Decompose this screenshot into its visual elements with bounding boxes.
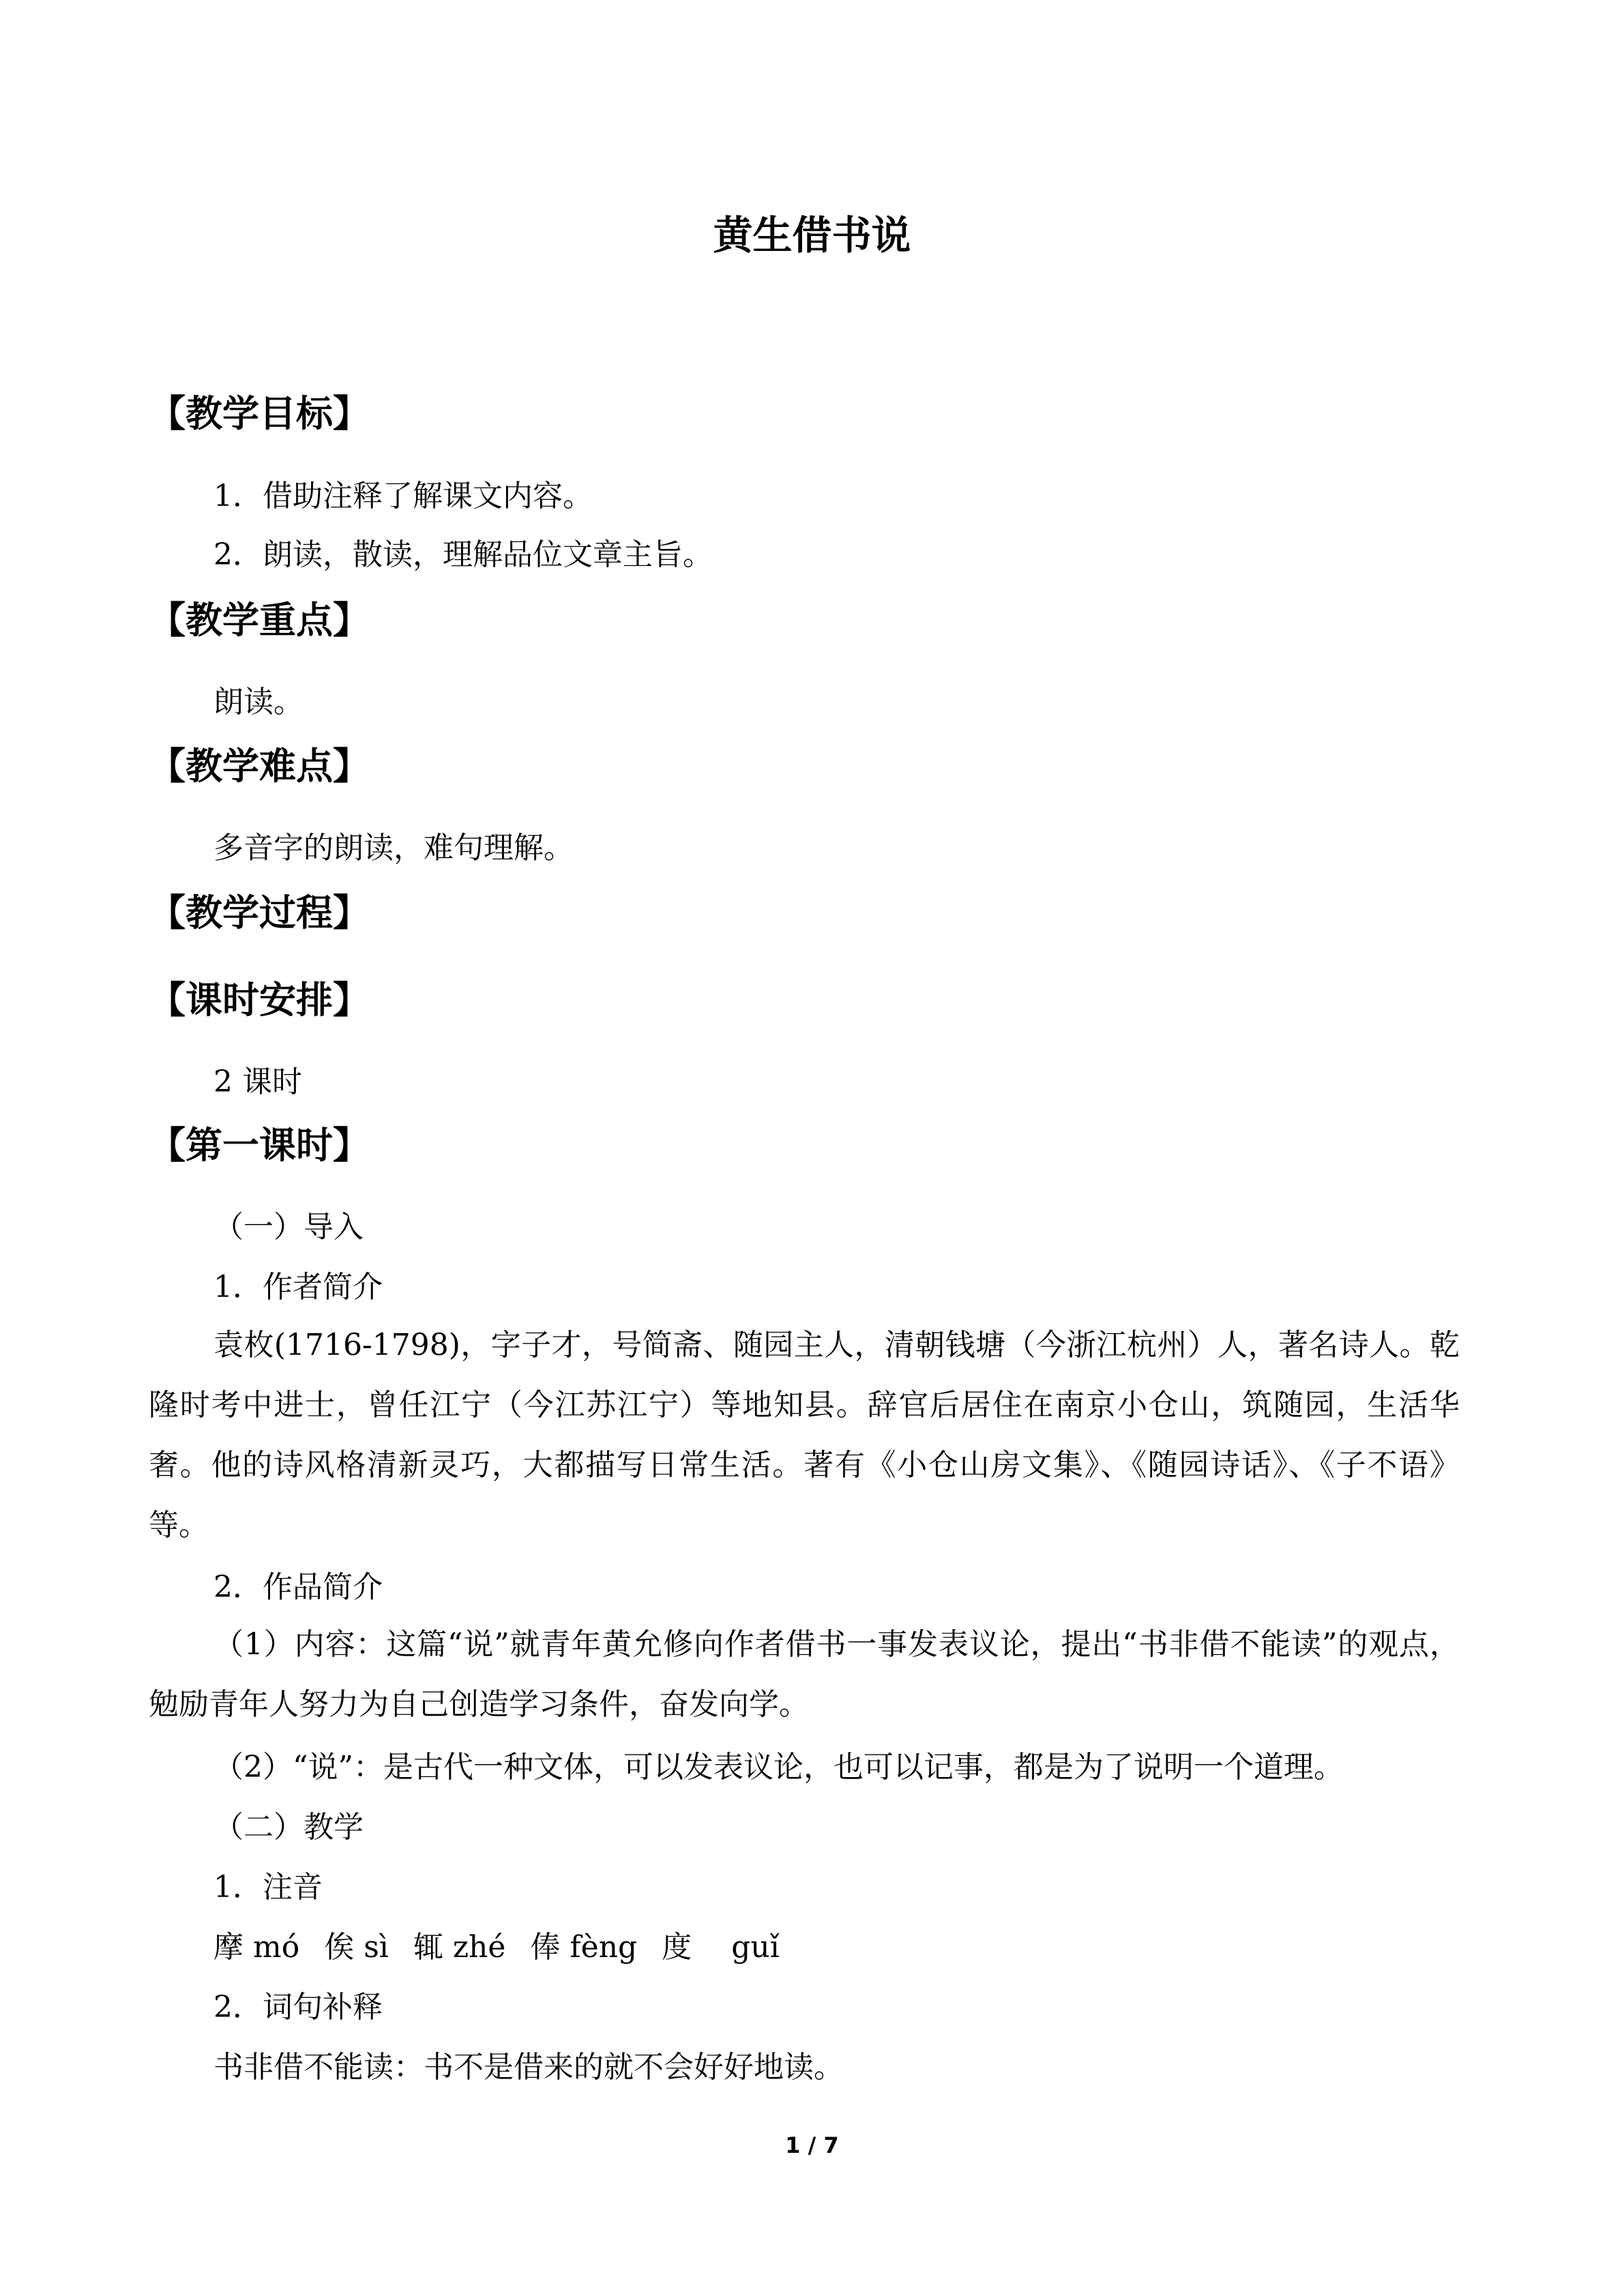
objective-item-2: 2．朗读，散读，理解品位文章主旨。 [213,537,713,572]
schedule-text: 2 课时 [213,1064,302,1099]
difficulties-text: 多音字的朗读，难句理解。 [213,831,574,865]
heading-lesson-1: 【第一课时】 [149,1124,370,1167]
pinyin-item: 俟 sì [324,1930,389,1965]
gloss-heading: 2．词句补释 [213,1990,383,2025]
teaching-heading: （二）教学 [213,1810,364,1845]
page-title: 黄生借书说 [713,212,911,258]
lesson-intro: （一）导入 [213,1210,364,1244]
pinyin-item: 辄 zhé [413,1930,506,1965]
work-content-paragraph: （1）内容：这篇“说”就青年黄允修向作者借书一事发表议论，提出“书非借不能读”的观点，勉励青年人努力为自己创造学习条件，奋发向学。 [149,1627,1460,1722]
gloss-text: 书非借不能读：书不是借来的就不会好好地读。 [213,2050,844,2085]
heading-process: 【教学过程】 [149,891,370,934]
page-number: 1 / 7 [785,2132,839,2158]
pinyin-line [213,1927,795,1968]
objective-item-1: 1．借助注释了解课文内容。 [213,479,593,513]
heading-schedule: 【课时安排】 [149,979,370,1022]
pinyin-item: 俸 fèng [530,1930,638,1965]
author-heading: 1．作者简介 [213,1270,383,1304]
pinyin-item: 摩 mó [213,1930,300,1965]
work-genre-line: （2）“说”：是古代一种文体，可以发表议论，也可以记事，都是为了说明一个道理。 [213,1750,1344,1785]
pinyin-item: guǐ [731,1930,780,1965]
author-paragraph: 袁枚(1716-1798)，字子才，号简斋、随园主人，清朝钱塘（今浙江杭州）人，著名诗人。乾隆时考中进士，曾任江宁（今江苏江宁）等地知县。辞官后居住在南京小仓山，筑随园，生活华奢。他的诗风格清新灵巧，大都描写日常生活。著有《小仓山房文集》、《随园诗话》、《子不语》等。 [149,1328,1460,1542]
pinyin-heading: 1．注音 [213,1870,323,1905]
heading-difficulties: 【教学难点】 [149,745,370,788]
pinyin-item: 度 [662,1930,692,1965]
heading-objectives: 【教学目标】 [149,392,370,435]
heading-key-points: 【教学重点】 [149,599,370,642]
key-points-text: 朗读。 [213,685,304,719]
work-heading: 2．作品简介 [213,1570,383,1605]
